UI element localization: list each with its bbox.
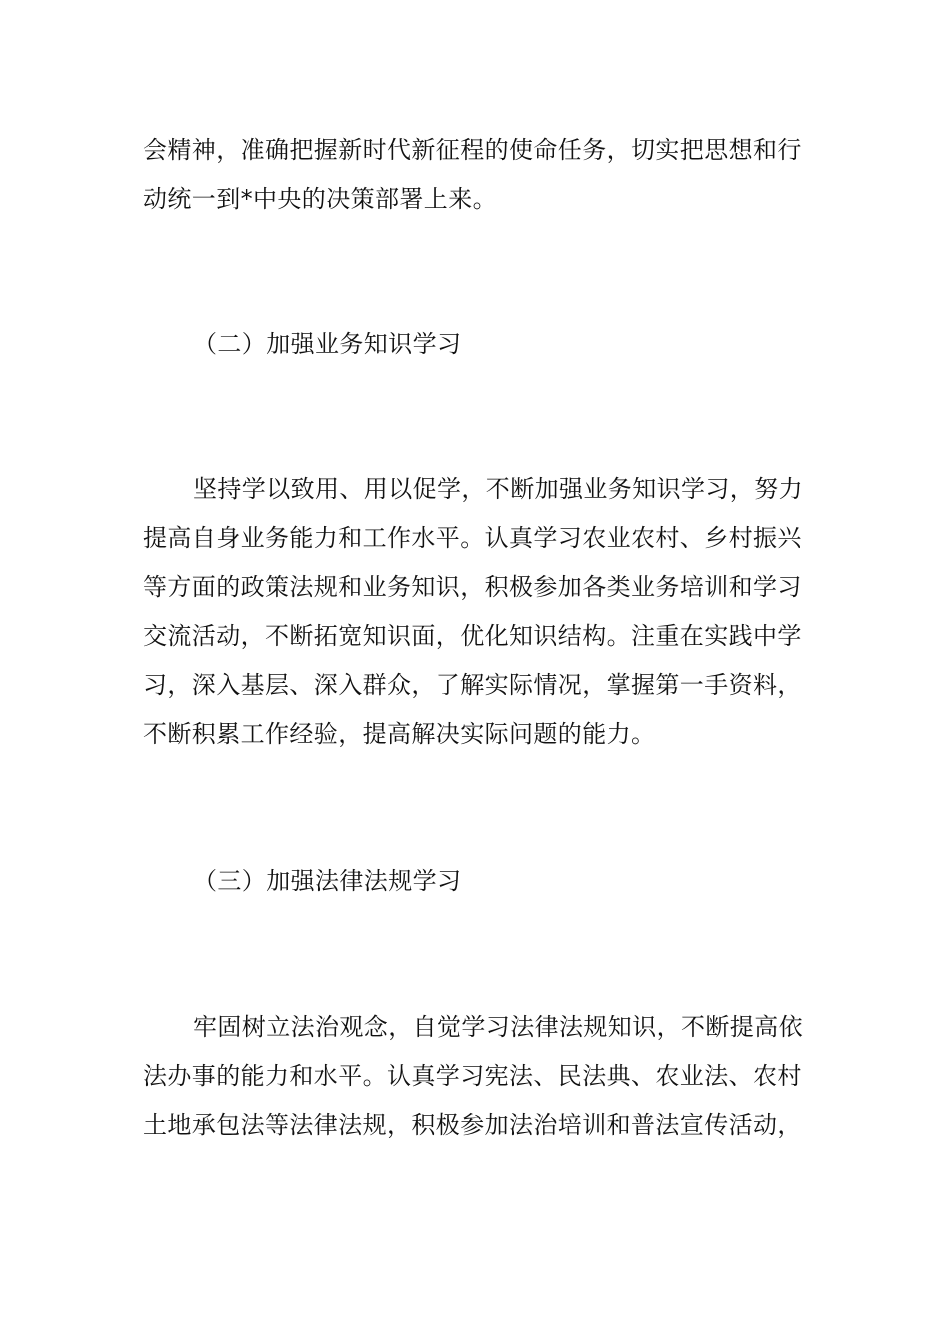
paragraph-business-knowledge [143,465,803,759]
paragraph-line: 交流活动，不断拓宽知识面，优化知识结构。注重在实践中学 [143,622,802,650]
paragraph-line: 提高自身业务能力和工作水平。认真学习农业农村、乡村振兴 [143,524,802,552]
paragraph-continuation [143,126,803,224]
section-heading-2: （二）加强业务知识学习 [193,330,462,358]
paragraph-line: 坚持学以致用、用以促学，不断加强业务知识学习，努力 [193,475,803,503]
section-heading-3: （三）加强法律法规学习 [193,867,462,895]
paragraph-line: 动统一到*中央的决策部署上来。 [143,185,497,213]
paragraph-line: 不断积累工作经验，提高解决实际问题的能力。 [143,720,656,748]
paragraph-line: 习，深入基层、深入群众，了解实际情况，掌握第一手资料， [143,671,802,699]
paragraph-line: 土地承包法等法律法规，积极参加法治培训和普法宣传活动， [143,1111,802,1139]
paragraph-line: 会精神，准确把握新时代新征程的使命任务，切实把思想和行 [143,136,802,164]
paragraph-line: 牢固树立法治观念，自觉学习法律法规知识，不断提高依 [193,1013,803,1041]
paragraph-line: 等方面的政策法规和业务知识，积极参加各类业务培训和学习 [143,573,802,601]
paragraph-law-study [143,1003,803,1150]
paragraph-line: 法办事的能力和水平。认真学习宪法、民法典、农业法、农村 [143,1062,802,1090]
